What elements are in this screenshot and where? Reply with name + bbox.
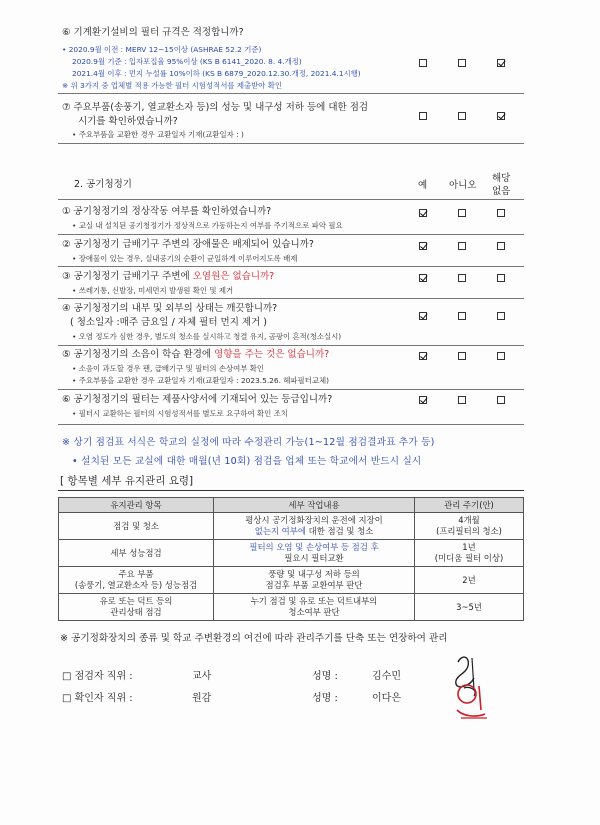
item-top-6-question: ⑥ 기계환기설비의 필터 규격은 적정합니까? [62, 27, 244, 38]
divider [58, 345, 524, 346]
divider [58, 266, 524, 267]
item-1-note-1: • 교실 내 설치된 공기청정기가 정상적으로 가동하는지 여부를 주기적으로 파악 필요 [72, 221, 343, 230]
table-header-row [59, 498, 524, 513]
table-cell: 점검 및 청소 [59, 513, 214, 540]
inspector-role: 교사 [192, 671, 212, 682]
table-cell: 평상시 공기정화장치의 운전에 지장이 없는지 여부에 대한 점검 및 청소 [214, 513, 415, 540]
confirmer-name: 이다은 [372, 693, 401, 704]
item-top-6-note-1: • 2020.9월 이전 : MERV 12~15이상 (ASHRAE 52.2 기준) [62, 45, 262, 54]
table-row [59, 513, 524, 540]
item-3-question: ③ 공기청정기 급배기구 주변에 오염원은 없습니까? [62, 271, 275, 282]
notice-banner-2: • 설치된 모든 교실에 대한 매월(년 10회) 점검을 업체 또는 학교에서 반드시 실시 [72, 456, 422, 467]
item-top-7-no-checkbox[interactable] [458, 112, 466, 120]
table-cell: 누기 점검 및 유로 또는 덕트내부의 청소여부 판단 [214, 594, 415, 621]
inspector-name: 김수민 [372, 671, 401, 682]
table-row [59, 567, 524, 594]
table-cell: 2년 [415, 567, 524, 594]
table-header: 관리 주기(안) [415, 498, 524, 513]
item-5-no-checkbox[interactable] [458, 352, 466, 360]
item-4-question-line2: ( 청소일자 :매주 금요일 / 자체 필터 먼지 제거 ) [70, 317, 268, 328]
item-5-question: ⑤ 공기청정기의 소음이 학습 환경에 영향을 주는 것은 없습니까? [62, 349, 330, 360]
divider [58, 298, 524, 299]
item-top-6-note-3: 2021.4월 이후 : 먼지 누설률 10%이하 (KS B 6879_2020.12.30.개정, 2021.4.1시행) [72, 69, 361, 78]
item-6-question: ⑥ 공기청정기의 필터는 제품사양서에 기재되어 있는 등급입니까? [62, 394, 333, 405]
item-3-na-checkbox[interactable] [497, 274, 505, 282]
table-row [59, 540, 524, 567]
column-na-header-2: 없음 [492, 186, 511, 197]
item-4-note-1: • 오염 정도가 심한 경우, 별도의 청소를 실시하고 청결 유지, 곰팡이 흔적(청소실시) [72, 332, 342, 341]
item-4-na-checkbox[interactable] [497, 312, 505, 320]
item-3-no-checkbox[interactable] [458, 274, 466, 282]
table-cell: 세부 성능점검 [59, 540, 214, 567]
item-top-6-note-4: ※ 위 3가지 중 업체별 적용 가능한 필터 시험성적서를 제출받아 확인 [62, 81, 283, 90]
item-5-note-2: • 주요부품을 교환한 경우 교환일자 기재(교환일자 : 2023.5.26. 헤파필터교체) [72, 376, 329, 385]
table-cell: 주요 부품 (송풍기, 열교환소자 등) 성능점검 [59, 567, 214, 594]
item-6-no-checkbox[interactable] [458, 396, 466, 404]
item-2-no-checkbox[interactable] [458, 242, 466, 250]
section-2-title: 2. 공기청정기 [74, 179, 132, 190]
item-1-yes-checkbox[interactable] [419, 209, 427, 217]
maintenance-table [58, 497, 524, 621]
item-6-na-checkbox[interactable] [497, 396, 505, 404]
confirmer-role-label: □ 확인자 직위 : [62, 693, 133, 704]
divider [58, 490, 524, 491]
footnote: ※ 공기정화장치의 종류 및 학교 주변환경의 여건에 따라 관리주기를 단축 또는 연장하여 관리 [60, 633, 448, 644]
table-cell: 필터의 오염 및 손상여부 등 점검 후 필요시 필터교환 [214, 540, 415, 567]
item-4-yes-checkbox[interactable] [419, 312, 427, 320]
table-row [59, 594, 524, 621]
item-1-no-checkbox[interactable] [458, 209, 466, 217]
signature-confirmer-icon [445, 680, 505, 725]
item-1-na-checkbox[interactable] [497, 209, 505, 217]
item-top-7-question-line2: 시기를 확인하였습니까? [78, 116, 178, 127]
item-6-yes-checkbox[interactable] [419, 396, 427, 404]
item-4-question: ④ 공기청정기의 내부 및 외부의 상태는 깨끗합니까? [62, 303, 278, 314]
item-top-7-na-checkbox[interactable] [497, 112, 505, 120]
item-top-6-note-2: 2020.9월 기준 : 입자포집율 95%이상 (KS B 6141_2020. 8. 4.개정) [72, 57, 302, 66]
divider [58, 199, 524, 200]
item-2-note-1: • 장애물이 있는 경우, 실내공기의 순환이 균일하게 이루어지도록 배제 [72, 254, 298, 263]
item-2-question: ② 공기청정기 급배기구 주변의 장애물은 배제되어 있습니까? [62, 239, 314, 250]
confirmer-name-label: 성명 : [312, 693, 338, 704]
item-3-note-1: • 쓰레기통, 신발장, 미세먼지 발생원 확인 및 제거 [72, 286, 234, 295]
table-cell: 3~5년 [415, 594, 524, 621]
table-cell: 1년 (미디움 필터 이상) [415, 540, 524, 567]
column-na-header-1: 해당 [492, 173, 511, 184]
table-header: 유지관리 항목 [59, 498, 214, 513]
item-top-7-note-1: • 주요부품을 교환한 경우 교환일자 기재(교환일자 : ) [72, 130, 244, 139]
inspector-role-label: □ 점검자 직위 : [62, 671, 133, 682]
item-5-na-checkbox[interactable] [497, 352, 505, 360]
table-cell: 풍량 및 내구성 저하 등의 점검후 부품 교환여부 판단 [214, 567, 415, 594]
divider [58, 93, 524, 94]
item-3-yes-checkbox[interactable] [419, 274, 427, 282]
item-top-6-yes-checkbox[interactable] [419, 59, 427, 67]
notice-banner-1: ※ 상기 점검표 서식은 학교의 실정에 따라 수정관리 가능(1~12월 점검결과표 추가 등) [62, 437, 435, 448]
table-header: 세부 작업내용 [214, 498, 415, 513]
item-top-7-question: ⑦ 주요부품(송풍기, 열교환소자 등)의 성능 및 내구성 저하 등에 대한 점검 [62, 102, 369, 113]
divider [58, 389, 524, 390]
column-no-header: 아니오 [449, 180, 477, 191]
divider [58, 424, 524, 425]
item-2-yes-checkbox[interactable] [419, 242, 427, 250]
item-top-7-yes-checkbox[interactable] [419, 112, 427, 120]
item-5-yes-checkbox[interactable] [419, 352, 427, 360]
item-4-no-checkbox[interactable] [458, 312, 466, 320]
item-5-note-1: • 소음이 과도할 경우 팬, 급배기구 및 필터의 손상여부 확인 [72, 364, 265, 373]
item-6-note-1: • 필터시 교환하는 필터의 시험성적서를 별도로 요구하여 확인 조치 [72, 409, 288, 418]
item-top-6-no-checkbox[interactable] [458, 59, 466, 67]
ref-table-title: [ 항목별 세부 유지관리 요령] [60, 475, 194, 487]
item-top-6-na-checkbox[interactable] [497, 59, 505, 67]
confirmer-role: 원감 [192, 693, 212, 704]
column-yes-header: 예 [418, 180, 428, 191]
divider [58, 143, 524, 144]
item-2-na-checkbox[interactable] [497, 242, 505, 250]
item-1-question: ① 공기청정기의 정상작동 여부를 확인하였습니까? [62, 206, 272, 217]
divider [58, 234, 524, 235]
table-cell: 유로 또는 덕트 등의 관리상태 점검 [59, 594, 214, 621]
table-cell: 4개월 (프리필터의 청소) [415, 513, 524, 540]
inspector-name-label: 성명 : [312, 671, 338, 682]
